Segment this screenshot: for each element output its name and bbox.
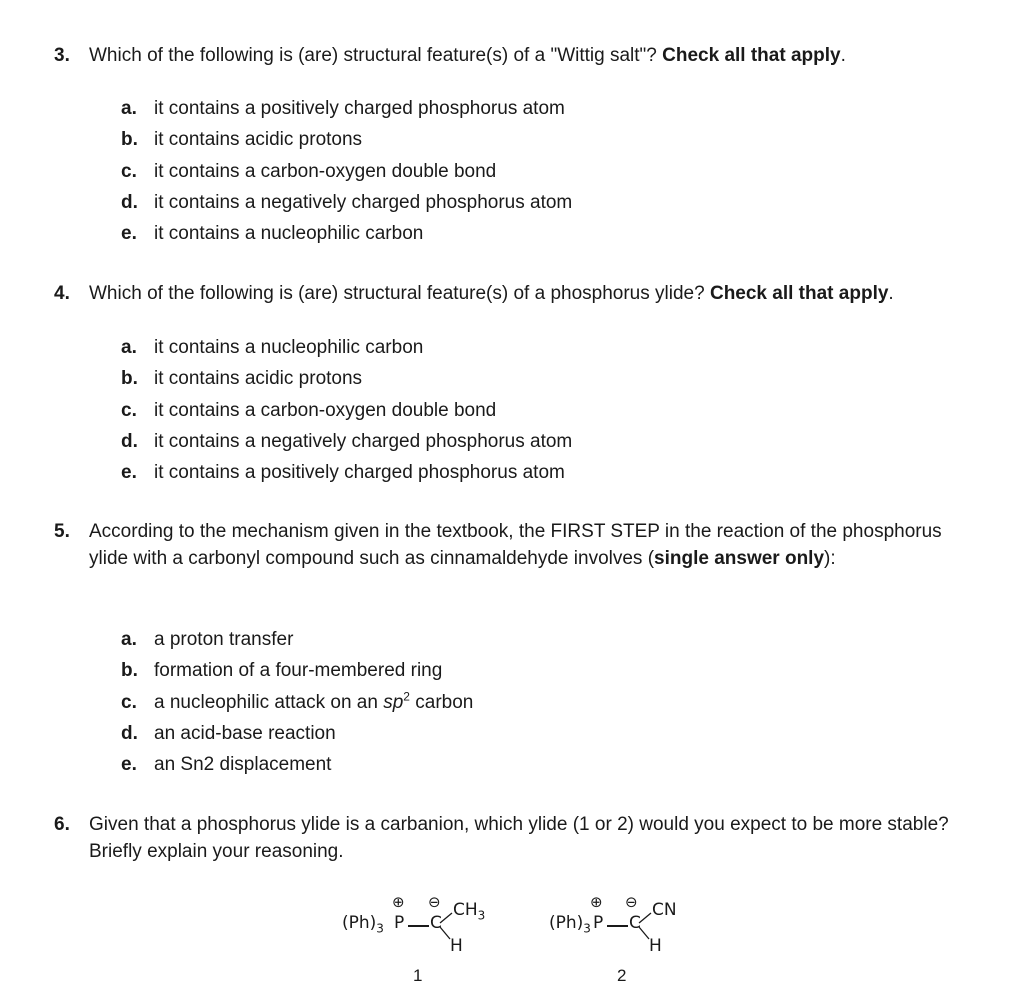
phosphorus-atom: P	[593, 913, 604, 933]
option-e[interactable]: e. it contains a nucleophilic carbon	[121, 223, 424, 245]
option-b[interactable]: b. it contains acidic protons	[121, 368, 363, 390]
question-5	[54, 518, 944, 572]
phosphorus-atom: P	[394, 913, 405, 933]
question-3	[54, 42, 984, 69]
p-c-bond	[607, 925, 628, 927]
option-e[interactable]: e. it contains a positively charged phosphorus atom	[121, 462, 565, 484]
question-text: According to the mechanism given in the textbook, the FIRST STEP in the reaction of the phosphorus ylide with a carbonyl compound such as cinnamaldehyde involves (single answer only):	[89, 521, 942, 569]
question-text: Which of the following is (are) structural feature(s) of a phosphorus ylide? Check all that apply.	[89, 283, 894, 304]
substituent-group: CN	[652, 900, 677, 920]
question-number: 3.	[54, 45, 70, 66]
ylide-2-label: 2	[617, 966, 627, 985]
question-6	[54, 811, 954, 865]
option-c[interactable]: c. it contains a carbon-oxygen double bond	[121, 160, 497, 182]
phenyl-group: $(Ph)_3$	[342, 913, 384, 936]
option-d[interactable]: d. it contains a negatively charged phosphorus atom	[121, 430, 573, 452]
hydrogen-atom: H	[649, 936, 662, 956]
positive-charge-icon: ⊕	[590, 893, 603, 911]
negative-charge-icon: ⊖	[428, 893, 441, 911]
question-number: 4.	[54, 283, 70, 304]
question-number: 5.	[54, 521, 70, 542]
ylide-1-label: 1	[413, 966, 423, 985]
option-b[interactable]: b. formation of a four-membered ring	[121, 660, 443, 682]
positive-charge-icon: ⊕	[392, 893, 405, 911]
phenyl-group: $(Ph)_3$	[549, 913, 591, 936]
option-d[interactable]: d. an acid-base reaction	[121, 722, 336, 744]
ylide-1-structure	[342, 893, 512, 963]
question-text: Given that a phosphorus ylide is a carbanion, which ylide (1 or 2) would you expect to be more stable? Briefly explain your reasoning.	[89, 814, 949, 862]
hydrogen-atom: H	[450, 936, 463, 956]
option-a[interactable]: a. it contains a nucleophilic carbon	[121, 337, 424, 358]
question-4-options	[121, 332, 572, 488]
option-b[interactable]: b. it contains acidic protons	[121, 129, 363, 151]
negative-charge-icon: ⊖	[625, 893, 638, 911]
question-3-options	[121, 93, 572, 249]
option-a[interactable]: a. it contains a positively charged phosphorus atom	[121, 98, 565, 119]
ylide-2-structure	[549, 893, 719, 963]
carbanion-carbon: C	[629, 913, 641, 933]
option-e[interactable]: e. an Sn2 displacement	[121, 754, 332, 776]
option-d[interactable]: d. it contains a negatively charged phosphorus atom	[121, 191, 573, 213]
carbanion-carbon: C	[430, 913, 442, 933]
question-text: Which of the following is (are) structural feature(s) of a "Wittig salt"? Check all that apply.	[89, 45, 846, 66]
question-5-options	[121, 624, 473, 780]
question-number: 6.	[54, 814, 70, 835]
option-c[interactable]: c. it contains a carbon-oxygen double bond	[121, 399, 497, 421]
substituent-group: $CH_3$	[453, 900, 486, 923]
p-c-bond	[408, 925, 429, 927]
option-c[interactable]: c. a nucleophilic attack on an $sp^2$ carbon	[121, 689, 474, 713]
option-a[interactable]: a. a proton transfer	[121, 629, 294, 650]
question-4	[54, 280, 984, 307]
